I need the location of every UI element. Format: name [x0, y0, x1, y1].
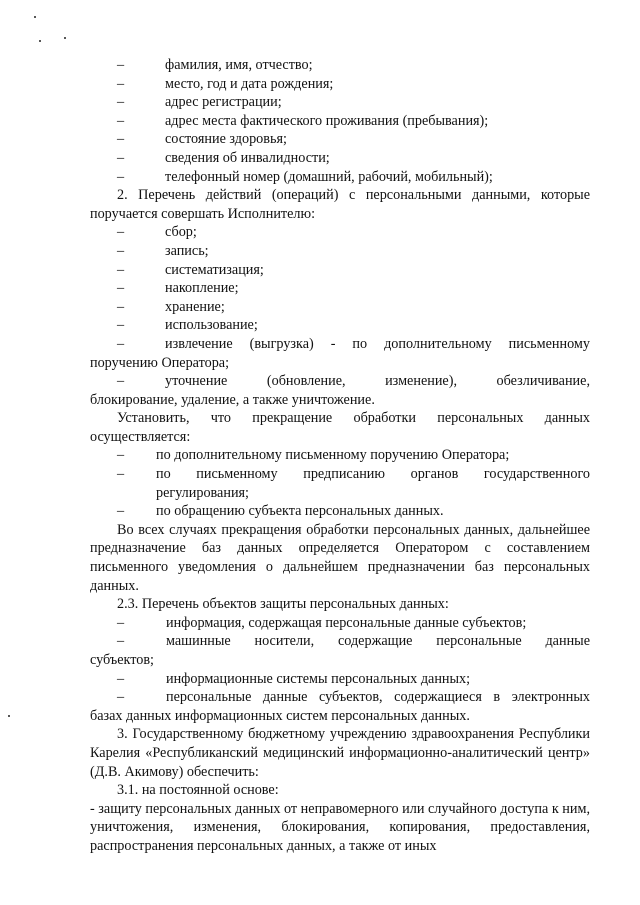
list-item: – фамилия, имя, отчество; — [117, 57, 313, 73]
list-item: – по дополнительному письменному поручению Оператора; — [117, 447, 510, 464]
scan-speck — [64, 37, 66, 39]
list-item: – систематизация; — [117, 261, 264, 278]
paragraph-2-line1: 2. Перечень действий (операций) с персональными данными, которые — [117, 187, 590, 204]
list-item-refine-line1: – уточнение (обновление, изменение), обезличивание, — [117, 373, 590, 390]
list-item: – сбор; — [117, 224, 197, 241]
list-item: – адрес места фактического проживания (пребывания); — [117, 112, 489, 129]
list-item: – адрес регистрации; — [117, 94, 282, 111]
paragraph-2-line2: поручается совершать Исполнителю: — [90, 205, 316, 222]
list-item: – по обращению субъекта персональных данных. — [117, 503, 444, 520]
document-body — [90, 56, 590, 856]
list-item-extract-line2: поручению Оператора; — [90, 354, 230, 371]
establish-line1: Установить, что прекращение обработки персональных данных — [117, 410, 590, 427]
list-item-continuation: субъектов; — [90, 652, 154, 668]
paragraph-cases: Во всех случаях прекращения обработки персональных данных, дальнейшее предназначение баз данных определяется Оператором с составлением письменного уведомления о дальнейшем предназначении баз персональных данных. — [90, 521, 590, 594]
scan-speck — [39, 40, 41, 42]
list-item: – персональные данные субъектов, содержащиеся в электронных — [117, 689, 590, 706]
list-item: – по письменному предписанию органов государственного — [117, 466, 590, 483]
list-item-extract-line1: – извлечение (выгрузка) - по дополнительному письменному — [117, 335, 590, 352]
list-item: – машинные носители, содержащие персональные данные — [117, 633, 590, 650]
list-item: – сведения об инвалидности; — [117, 149, 330, 166]
scan-speck — [34, 16, 36, 18]
list-item: – накопление; — [117, 280, 239, 297]
paragraph-protect: - защиту персональных данных от неправомерного или случайного доступа к ним, уничтожения, изменения, блокирования, копирования, предоставления, распространения персональных данных, а также от иных — [90, 800, 590, 854]
section-3-1-heading: 3.1. на постоянной основе: — [117, 782, 279, 799]
list-item-continuation: регулирования; — [156, 484, 250, 501]
list-item: – состояние здоровья; — [117, 131, 287, 148]
list-item: – место, год и дата рождения; — [117, 75, 334, 92]
list-item: – запись; — [117, 242, 209, 259]
list-item: – информация, содержащая персональные данные субъектов; — [117, 614, 527, 631]
list-item-continuation: базах данных информационных систем персональных данных. — [90, 707, 470, 724]
list-item: – хранение; — [117, 298, 225, 315]
list-item: – телефонный номер (домашний, рабочий, мобильный); — [117, 168, 493, 185]
paragraph-3: 3. Государственному бюджетному учреждению здравоохранения Республики Карелия «Республиканский медицинский информационно-аналитический центр» (Д.В. Акимову) обеспечить: — [90, 726, 590, 780]
list-item-refine-line2: блокирование, удаление, а также уничтожение. — [90, 391, 375, 408]
section-2-3-heading: 2.3. Перечень объектов защиты персональных данных: — [117, 596, 449, 613]
list-item: – использование; — [117, 317, 258, 334]
establish-line2: осуществляется: — [90, 428, 191, 445]
scan-speck — [8, 715, 10, 717]
list-item: – информационные системы персональных данных; — [117, 670, 471, 687]
